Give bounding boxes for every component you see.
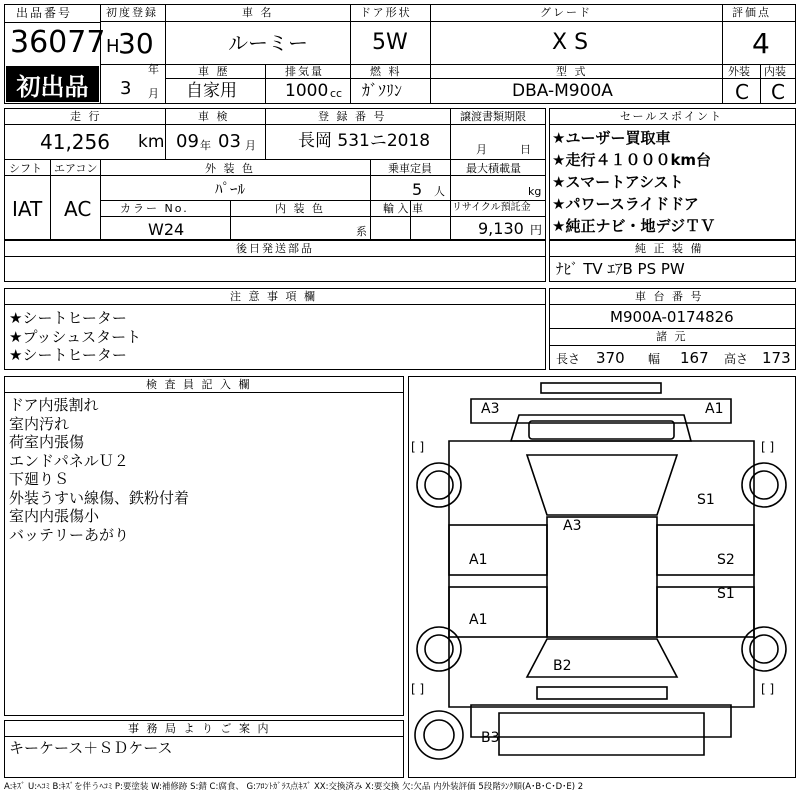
hood (511, 415, 691, 441)
length-label: 長さ (556, 352, 581, 366)
front-bumper (541, 383, 661, 393)
notes-label: 注 意 事 項 欄 (230, 290, 317, 303)
inspection-month-unit: 月 (245, 139, 256, 152)
spare-wheel (415, 711, 463, 759)
transfer-label: 譲渡書類期限 (460, 110, 526, 123)
front-outline (471, 399, 731, 423)
mark-right-front: S1 (697, 492, 715, 508)
plate-label: 登 録 番 号 (318, 110, 387, 123)
office-label: 事 務 局 よ り ご 案 内 (128, 722, 271, 735)
mark-rear: B2 (553, 658, 572, 674)
door-label: ドア形状 (360, 6, 412, 19)
model-code: DBA-M900A (512, 81, 613, 101)
chassis-label: 車 台 番 号 (635, 290, 704, 303)
length: 370 (596, 349, 625, 367)
bracket-right-top: [ ] (761, 440, 775, 454)
shift-label: シフト (9, 162, 42, 175)
score: 4 (752, 27, 770, 60)
mark-bumper: B3 (481, 730, 500, 746)
inspection-month: 03 (218, 131, 241, 152)
load-label: 最大積載量 (466, 162, 521, 175)
mark-left-front-door: A1 (469, 552, 488, 568)
rear-panel (499, 713, 704, 755)
displacement-label: 排気量 (285, 65, 324, 78)
color-no-label: カラー No. (120, 202, 189, 215)
damage-diagram (408, 376, 796, 778)
sales-points-label: セールスポイント (620, 110, 724, 123)
first-reg-month: 3 (120, 78, 132, 99)
first-reg-year: 30 (118, 27, 154, 60)
color-label: 外 装 色 (205, 162, 255, 175)
mileage-label: 走 行 (70, 110, 102, 123)
sales-point: ★パワースライドドア (552, 195, 699, 213)
mark-front-left: A3 (481, 401, 500, 417)
spare-wheel-inner (424, 720, 454, 750)
legend: A:ｷｽﾞ U:ﾍｺﾐ B:ｷｽﾞを伴うﾍｺﾐ P:要塗装 W:補修跡 S:錆 C:腐食、 G:ﾌﾛﾝﾄｶﾞﾗｽ点ｷｽﾞ XX:交換済み X:要交換 欠:欠品 内外装評価 5段階ﾗﾝｸ順(A･B･C･D･E) 2 (4, 782, 584, 792)
int-color-label: 内 装 色 (275, 202, 325, 215)
left-front-door (449, 525, 547, 575)
ac-label: エアコン (54, 162, 98, 175)
month-unit: 月 (148, 87, 159, 100)
recycle-label: リサイクル預託金 (452, 202, 531, 213)
mark-right-front-door: S2 (717, 552, 735, 568)
load-unit: kg (528, 185, 542, 198)
right-front-door (657, 525, 754, 575)
inspector-item: ドア内張割れ (9, 396, 99, 414)
history: 自家用 (186, 81, 237, 101)
width-label: 幅 (648, 352, 661, 366)
wheel-front-right (742, 463, 786, 507)
mark-front-right: A1 (705, 401, 724, 417)
model-name: ルーミー (228, 31, 308, 55)
bracket-left-top: [ ] (411, 440, 425, 454)
displacement-unit: cc (330, 87, 343, 100)
inspector-item: バッテリーあがり (9, 525, 130, 544)
inspection-label: 車 検 (198, 110, 230, 123)
inspector-list (9, 396, 189, 544)
inspector-item: 室内内張傷小 (9, 507, 100, 525)
score-label: 評価点 (732, 6, 771, 19)
inspection-year: 09 (176, 131, 199, 152)
capacity-unit: 人 (434, 185, 445, 198)
inspector-item: 荷室内張傷 (9, 433, 85, 451)
rear-outline (471, 705, 731, 737)
model-name-label: 車 名 (242, 6, 274, 19)
rear-bumper (537, 687, 667, 699)
right-rear-door (657, 587, 754, 637)
note-item: ★シートヒーター (9, 309, 127, 327)
transfer-month-unit: 月 (476, 143, 487, 156)
bracket-left-bottom: [ ] (411, 682, 425, 696)
office-text: キーケース＋ＳＤケース (9, 739, 173, 757)
inspector-item: エンドパネルＵ２ (9, 451, 129, 470)
recycle-unit: 円 (530, 223, 543, 237)
shift: IAT (12, 197, 43, 221)
import-label: 輸 入 車 (383, 202, 423, 215)
door-type: 5W (372, 30, 408, 55)
notes-list (9, 309, 141, 365)
grade-label: グレード (540, 6, 592, 19)
equipment-label: 純 正 装 備 (635, 242, 704, 255)
capacity-label: 乗車定員 (388, 162, 432, 175)
note-item: ★シートヒーター (9, 346, 127, 364)
lot-no-label: 出品番号 (16, 6, 73, 20)
year-unit: 年 (148, 63, 159, 76)
dims-label: 諸 元 (656, 330, 688, 343)
mileage: 41,256 (40, 130, 110, 154)
later-parts-label: 後日発送部品 (236, 242, 314, 255)
roof (527, 455, 677, 515)
fuel-label: 燃 料 (370, 65, 402, 78)
fuel: ｶﾞｿﾘﾝ (362, 81, 403, 100)
rear-glass (527, 639, 677, 677)
sales-point: ★スマートアシスト (552, 173, 684, 191)
int-color-unit: 系 (356, 225, 367, 238)
note-item: ★プッシュスタート (9, 327, 142, 346)
exterior-label: 外装 (728, 65, 750, 78)
mark-right-rear-door: S1 (717, 586, 735, 602)
color: ﾊﾟｰﾙ (215, 180, 246, 198)
sales-point: ★走行４１０００km台 (552, 151, 712, 169)
capacity: 5 (412, 180, 423, 199)
cabin (547, 517, 657, 637)
grade: X S (552, 30, 589, 55)
chassis-number: M900A-0174826 (610, 308, 734, 326)
lot-number: 36077 (10, 25, 106, 60)
body-outline (449, 441, 754, 707)
model-code-label: 型 式 (556, 65, 588, 78)
transfer-day-unit: 日 (520, 143, 531, 156)
wheel-rear-left (417, 627, 461, 671)
recycle: 9,130 (478, 219, 524, 238)
left-rear-door (449, 587, 547, 637)
era: H (106, 36, 120, 57)
inspector-item: 下廻りＳ (9, 470, 70, 488)
sales-points-list (552, 127, 715, 237)
inspection-year-unit: 年 (200, 139, 211, 152)
width: 167 (680, 349, 709, 367)
ac: AC (64, 197, 92, 221)
sales-point: ★純正ナビ・地デジＴＶ (552, 217, 716, 235)
color-no: W24 (148, 220, 185, 239)
mileage-unit: km (138, 132, 165, 152)
displacement: 1000 (285, 81, 329, 101)
inspector-label: 検 査 員 記 入 欄 (146, 378, 252, 391)
bracket-right-bottom: [ ] (761, 682, 775, 696)
inspector-item: 室内汚れ (9, 414, 70, 433)
first-listing-badge: 初出品 (6, 66, 99, 102)
history-label: 車 歴 (198, 65, 230, 78)
sales-point: ★ユーザー買取車 (552, 129, 671, 147)
exterior-score: C (735, 80, 749, 104)
interior-score: C (771, 80, 785, 104)
inspector-item: 外装うすい線傷、鉄粉付着 (9, 488, 190, 507)
wheel-rear-right (742, 627, 786, 671)
plate-number: 長岡 531ニ2018 (298, 131, 431, 151)
interior-label: 内装 (764, 65, 786, 78)
height-label: 高さ (724, 352, 749, 366)
mark-left-rear-door: A1 (469, 612, 488, 628)
equipment: ﾅﾋﾞ TV ｴｱB PS PW (556, 260, 685, 278)
first-reg-label: 初度登録 (106, 6, 158, 19)
height: 173 (762, 349, 791, 367)
mark-center: A3 (563, 518, 582, 534)
wheel-front-left (417, 463, 461, 507)
car-diagram-svg (409, 377, 794, 776)
